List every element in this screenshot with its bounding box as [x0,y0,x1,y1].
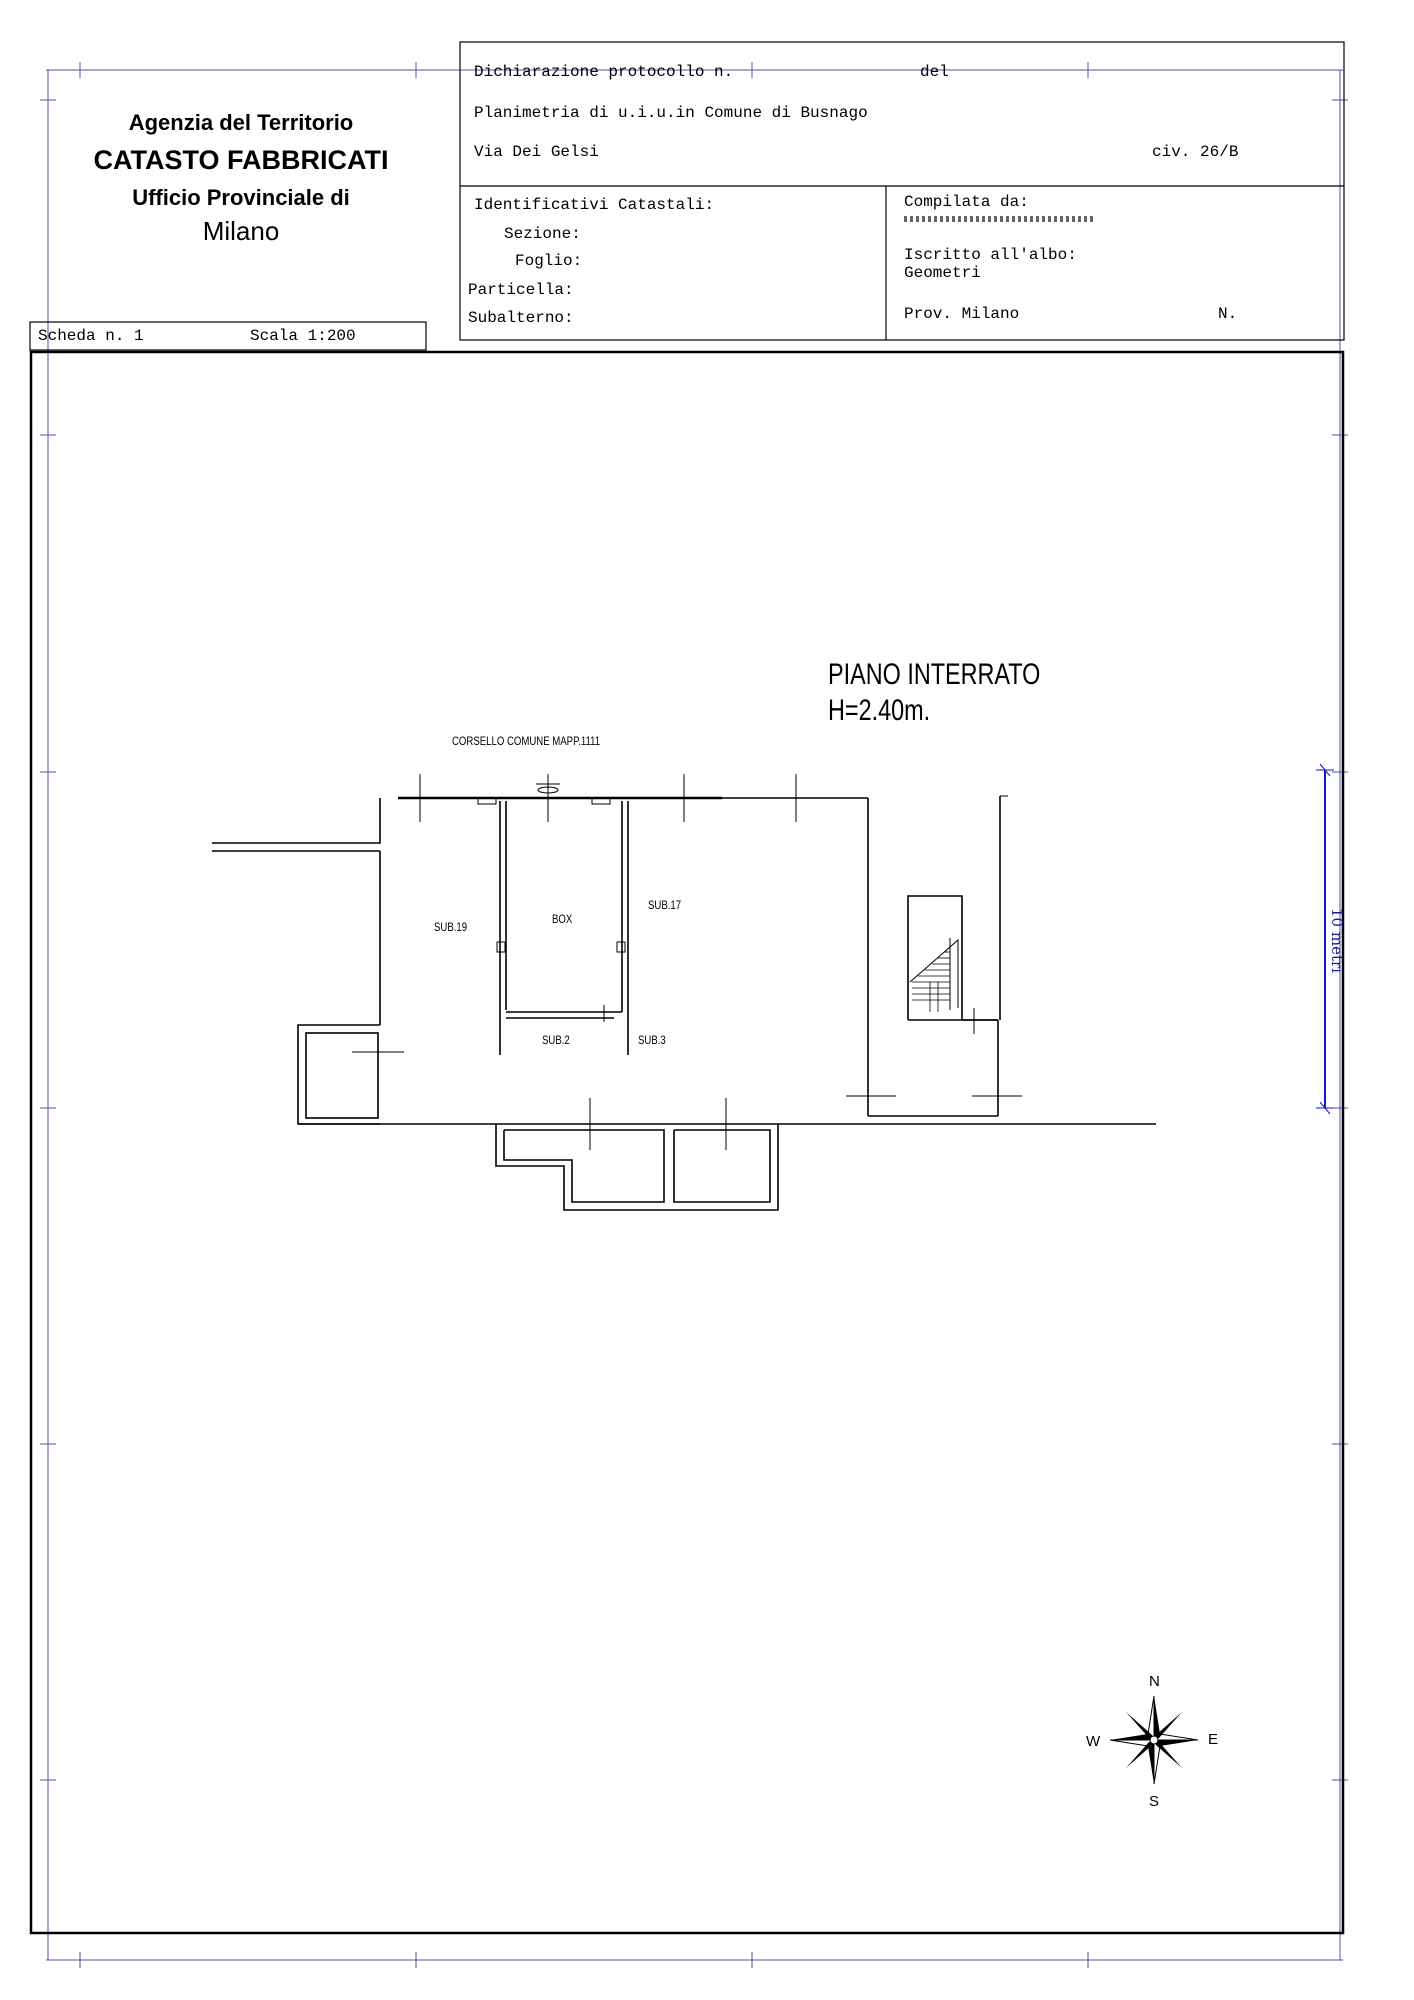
catasto-title: CATASTO FABBRICATI [93,145,389,175]
compass-rose [1110,1696,1198,1784]
albo-value: Geometri [904,264,981,282]
room-label-sub17: SUB.17 [648,898,682,912]
numero-label: N. [1218,305,1238,323]
foglio-label: Foglio: [515,252,583,270]
floor-plan [212,774,1156,1210]
protocollo-label: Dichiarazione protocollo n. [474,63,734,81]
subalterno-label: Subalterno: [468,309,574,327]
provincia-label: Prov. Milano [904,305,1020,323]
compass-south: S [1149,1793,1160,1810]
scala-label: Scala 1:200 [250,327,356,345]
iscritto-label: Iscritto all'albo: [904,246,1077,264]
agency-name: Agenzia del Territorio [128,110,354,135]
del-label: del [920,63,949,81]
compass-west: W [1086,1733,1101,1750]
ufficio-label: Ufficio Provinciale di [132,185,350,210]
compass-north: N [1149,1673,1160,1690]
floor-height: H=2.40m. [828,694,931,727]
civico-label: civ. 26/B [1152,143,1239,161]
via-label: Via Dei Gelsi [474,143,599,161]
planimetria-label: Planimetria di u.i.u.in Comune di Busnago [474,104,868,122]
room-label-box: BOX [552,912,573,926]
office-city: Milano [202,216,280,246]
compilata-title: Compilata da: [904,193,1029,211]
room-label-sub2: SUB.2 [542,1033,570,1047]
corsello-label: CORSELLO COMUNE MAPP.1111 [452,734,601,748]
compass-east: E [1208,1731,1219,1748]
redacted-author [904,216,1094,222]
scheda-label: Scheda n. 1 [38,327,144,345]
room-label-sub19: SUB.19 [434,920,468,934]
particella-label: Particella: [468,281,574,299]
scale-bar-label: 10 metri [1328,908,1346,973]
identificativi-title: Identificativi Catastali: [474,196,715,214]
floor-title: PIANO INTERRATO [828,658,1041,691]
room-label-sub3: SUB.3 [638,1033,666,1047]
drawing-frame [31,352,1343,1933]
sezione-label: Sezione: [504,225,581,243]
